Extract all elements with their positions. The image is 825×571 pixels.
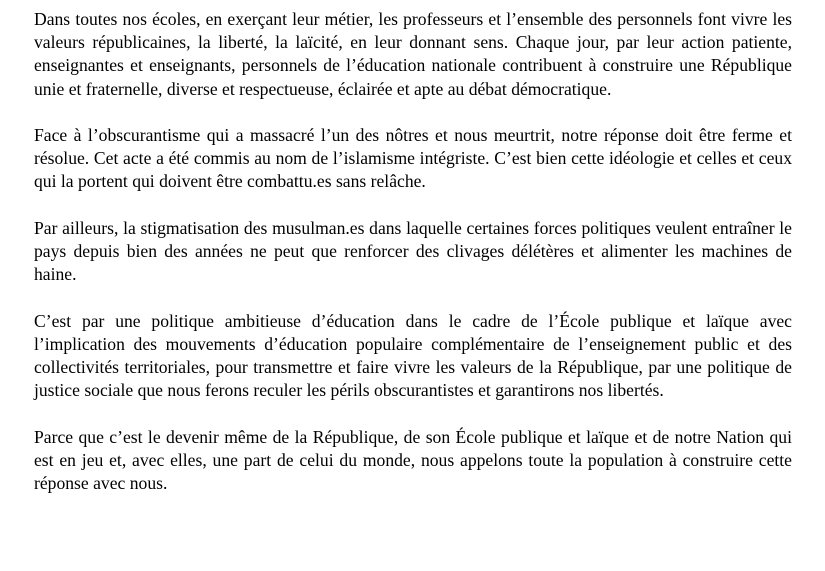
paragraph-education-policy: C’est par une politique ambitieuse d’éducation dans le cadre de l’École publique et laïque avec l’implication des mouvements d’éducation populaire complémentaire de l’enseignement public et des collectivités territoriales, pour transmettre et faire vivre les valeurs de la République, par une politique de justice sociale que nous ferons reculer les périls obscurantistes et garantirons nos libertés. [34, 310, 792, 401]
paragraph-values: Dans toutes nos écoles, en exerçant leur métier, les professeurs et l’ensemble des personnels font vivre les valeurs républicaines, la liberté, la laïcité, en leur donnant sens. Chaque jour, par leur action patiente, enseignantes et enseignants, personnels de l’éducation nationale contribuent à construire une République unie et fraternelle, diverse et respectueuse, éclairée et apte au débat démocratique. [34, 9, 792, 99]
document-body [34, 8, 792, 495]
paragraph-stigmatisation: Par ailleurs, la stigmatisation des musulman.es dans laquelle certaines forces politiques veulent entraîner le pays depuis bien des années ne peut que renforcer des clivages délétères et alimenter les machines de haine. [34, 217, 792, 285]
paragraph-obscurantism: Face à l’obscurantisme qui a massacré l’un des nôtres et nous meurtrit, notre réponse doit être ferme et résolue. Cet acte a été commis au nom de l’islamisme intégriste. C’est bien cette idéologie et celles et ceux qui la portent qui doivent être combattu.es sans relâche. [34, 125, 792, 192]
paragraph-call-to-action: Parce que c’est le devenir même de la République, de son École publique et laïque et de notre Nation qui est en jeu et, avec elles, une part de celui du monde, nous appelons toute la population à construire cette réponse avec nous. [34, 426, 792, 493]
